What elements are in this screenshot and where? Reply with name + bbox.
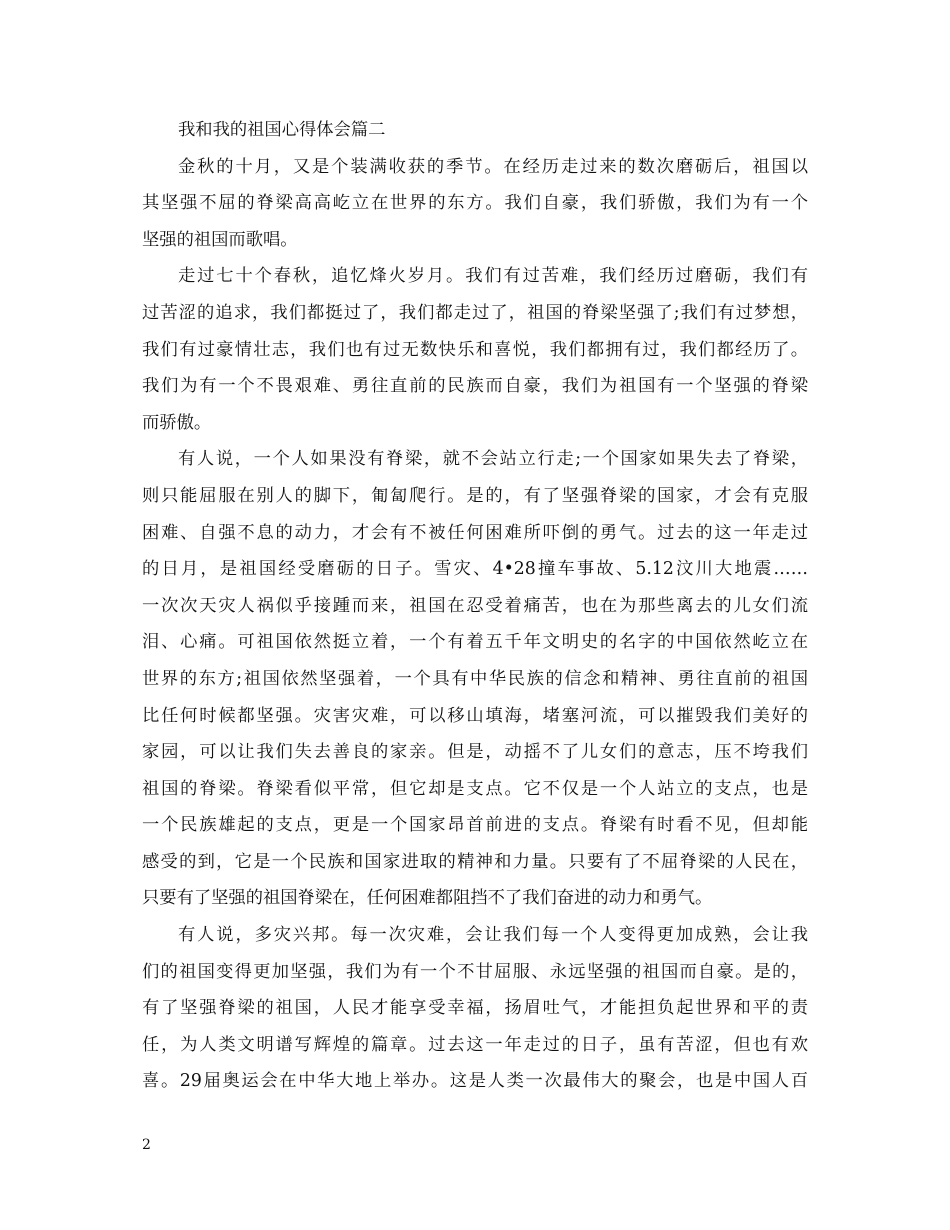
text-line: 的日月，是祖国经受磨砺的日子。雪灾、4•28撞车事故、5.12汶川大地震…… (142, 559, 808, 580)
text-line: 祖国的脊梁。脊梁看似平常，但它却是支点。它不仅是一个人站立的支点，也是 (142, 778, 808, 799)
text-line: 喜。29届奥运会在中华大地上举办。这是人类一次最伟大的聚会，也是中国人百 (142, 1071, 808, 1092)
text-line: 泪、心痛。可祖国依然挺立着，一个有着五千年文明史的名字的中国依然屹立在 (142, 632, 808, 653)
text-line: 我和我的祖国心得体会篇二 (178, 120, 386, 140)
text-line: 坚强的祖国而歌唱。 (142, 229, 298, 250)
text-line: 感受的到，它是一个民族和国家进取的精神和力量。只要有了不屈脊梁的人民在， (142, 851, 808, 872)
text-line: 世界的东方;祖国依然坚强着，一个具有中华民族的信念和精神、勇往直前的祖国 (142, 668, 808, 689)
text-line: 金秋的十月，又是个装满收获的季节。在经历走过来的数次磨砺后，祖国以 (178, 156, 808, 177)
text-line: 则只能屈服在别人的脚下，匍匐爬行。是的，有了坚强脊梁的国家，才会有克服 (142, 485, 808, 506)
text-line: 比任何时候都坚强。灾害灾难，可以移山填海，堵塞河流，可以摧毁我们美好的 (142, 705, 808, 726)
text-line: 一个民族雄起的支点，更是一个国家昂首前进的支点。脊梁有时看不见，但却能 (142, 815, 808, 836)
text-line: 我们有过豪情壮志，我们也有过无数快乐和喜悦，我们都拥有过，我们都经历了。 (142, 339, 808, 360)
text-line: 其坚强不屈的脊梁高高屹立在世界的东方。我们自豪，我们骄傲，我们为有一个 (142, 193, 808, 214)
text-line: 有人说，一个人如果没有脊梁，就不会站立行走;一个国家如果失去了脊梁， (178, 449, 808, 470)
text-line: 而骄傲。 (142, 412, 212, 433)
text-line: 一次次天灾人祸似乎接踵而来，祖国在忍受着痛苦，也在为那些离去的儿女们流 (142, 595, 808, 616)
text-line: 困难、自强不息的动力，才会有不被任何困难所吓倒的勇气。过去的这一年走过 (142, 522, 808, 543)
text-line: 我们为有一个不畏艰难、勇往直前的民族而自豪，我们为祖国有一个坚强的脊梁 (142, 376, 808, 397)
text-line: 任，为人类文明谱写辉煌的篇章。过去这一年走过的日子，虽有苦涩，但也有欢 (142, 1034, 808, 1055)
text-line: 过苦涩的追求，我们都挺过了，我们都走过了，祖国的脊梁坚强了;我们有过梦想， (142, 302, 808, 323)
text-line: 家园，可以让我们失去善良的家亲。但是，动摇不了儿女们的意志，压不垮我们 (142, 742, 808, 763)
text-line: 有了坚强脊梁的祖国，人民才能享受幸福，扬眉吐气，才能担负起世界和平的责 (142, 998, 808, 1019)
text-line: 们的祖国变得更加坚强，我们为有一个不甘屈服、永远坚强的祖国而自豪。是的， (142, 961, 808, 982)
page-number: 2 (142, 1137, 151, 1153)
text-line: 有人说，多灾兴邦。每一次灾难，会让我们每一个人变得更加成熟，会让我 (178, 925, 808, 946)
document-body (142, 112, 808, 1100)
text-line: 只要有了坚强的祖国脊梁在，任何困难都阻挡不了我们奋进的动力和勇气。 (142, 888, 713, 909)
text-line: 走过七十个春秋，追忆烽火岁月。我们有过苦难，我们经历过磨砺，我们有 (178, 266, 808, 287)
